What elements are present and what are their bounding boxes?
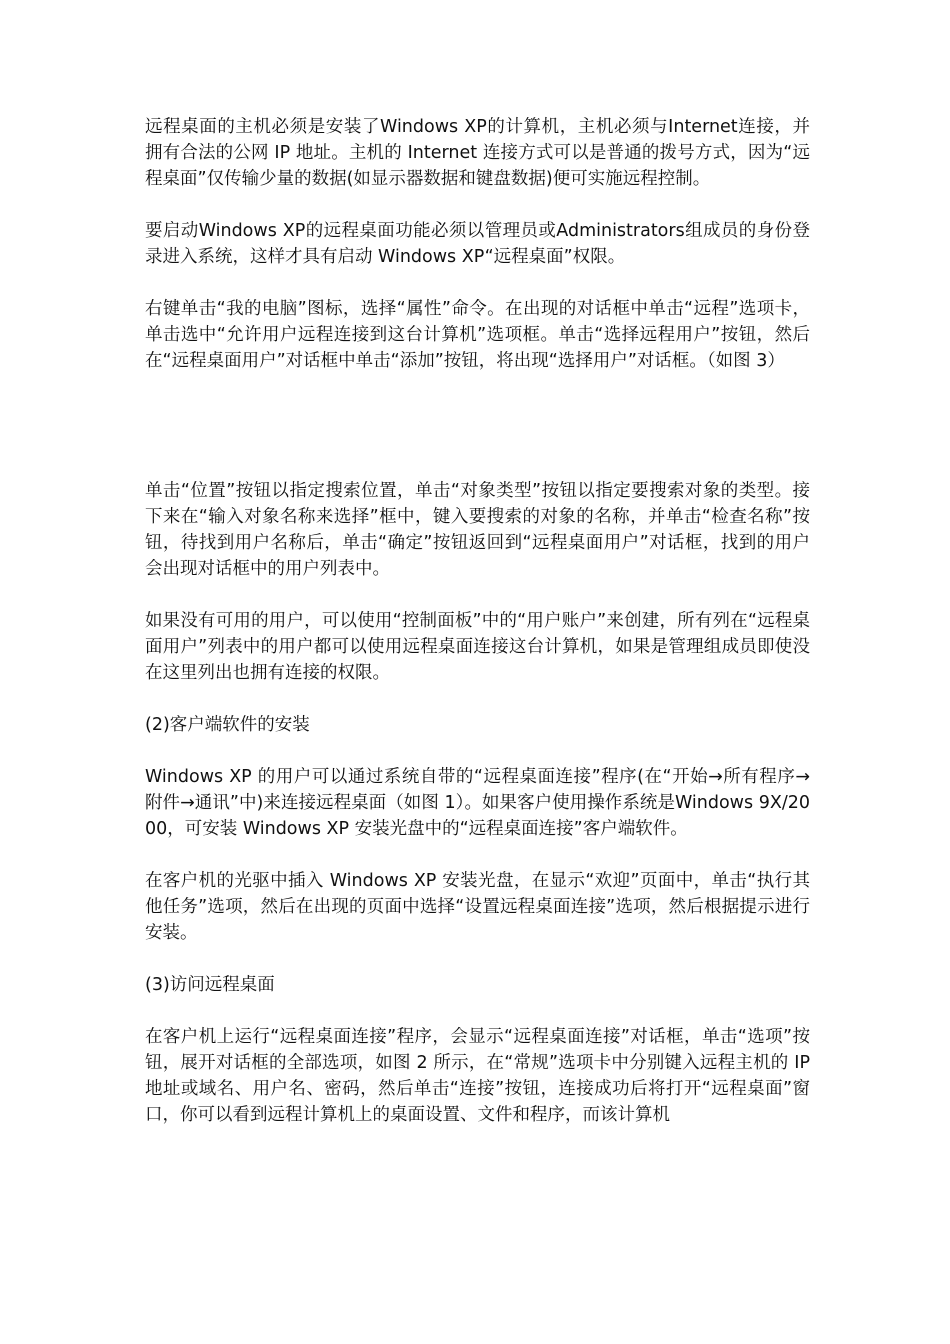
paragraph-install-from-cd: 在客户机的光驱中插入 Windows XP 安装光盘，在显示“欢迎”页面中，单击“执行其他任务”选项，然后在出现的页面中选择“设置远程桌面连接”选项，然后根据提示进行安装。	[145, 871, 810, 943]
document-body	[145, 114, 810, 1154]
figure-placeholder-space	[145, 400, 810, 478]
section-heading-access-remote: (3)访问远程桌面	[145, 975, 275, 995]
paragraph-run-connection: 在客户机上运行“远程桌面连接”程序，会显示“远程桌面连接”对话框，单击“选项”按钮，展开对话框的全部选项，如图 2 所示，在“常规”选项卡中分别键入远程主机的 IP 地址或域名、用户名、密码，然后单击“连接”按钮，连接成功后将打开“远程桌面”窗口，你可以看到远程计算机上的桌面设置、文件和程序，而该计算机	[145, 1027, 810, 1125]
paragraph-client-software: Windows XP 的用户可以通过系统自带的“远程桌面连接”程序(在“开始→所有程序→附件→通讯”中)来连接远程桌面（如图 1）。如果客户使用操作系统是Windows 9X/2000，可安装 Windows XP 安装光盘中的“远程桌面连接”客户端软件。	[145, 767, 810, 839]
paragraph-user-accounts: 如果没有可用的用户，可以使用“控制面板”中的“用户账户”来创建，所有列在“远程桌面用户”列表中的用户都可以使用远程桌面连接这台计算机，如果是管理组成员即使没在这里列出也拥有连接的权限。	[145, 611, 811, 683]
section-heading-client-install: (2)客户端软件的安装	[145, 715, 310, 735]
paragraph-search-objects: 单击“位置”按钮以指定搜索位置，单击“对象类型”按钮以指定要搜索对象的类型。接下来在“输入对象名称来选择”框中，键入要搜索的对象的名称，并单击“检查名称”按钮，待找到用户名称后，单击“确定”按钮返回到“远程桌面用户”对话框，找到的用户会出现对话框中的用户列表中。	[145, 481, 810, 579]
paragraph-select-users: 右键单击“我的电脑”图标，选择“属性”命令。在出现的对话框中单击“远程”选项卡，单击选中“允许用户远程连接到这台计算机”选项框。单击“选择远程用户”按钮，然后在“远程桌面用户”对话框中单击“添加”按钮，将出现“选择用户”对话框。（如图 3）	[145, 299, 810, 371]
paragraph-enable-remote-desktop: 要启动Windows XP的远程桌面功能必须以管理员或Administrators组成员的身份登录进入系统，这样才具有启动 Windows XP“远程桌面”权限。	[145, 221, 810, 267]
paragraph-host-requirements: 远程桌面的主机必须是安装了Windows XP的计算机，主机必须与Internet连接，并拥有合法的公网 IP 地址。主机的 Internet 连接方式可以是普通的拨号方式，因为“远程桌面”仅传输少量的数据(如显示器数据和键盘数据)便可实施远程控制。	[145, 117, 810, 189]
